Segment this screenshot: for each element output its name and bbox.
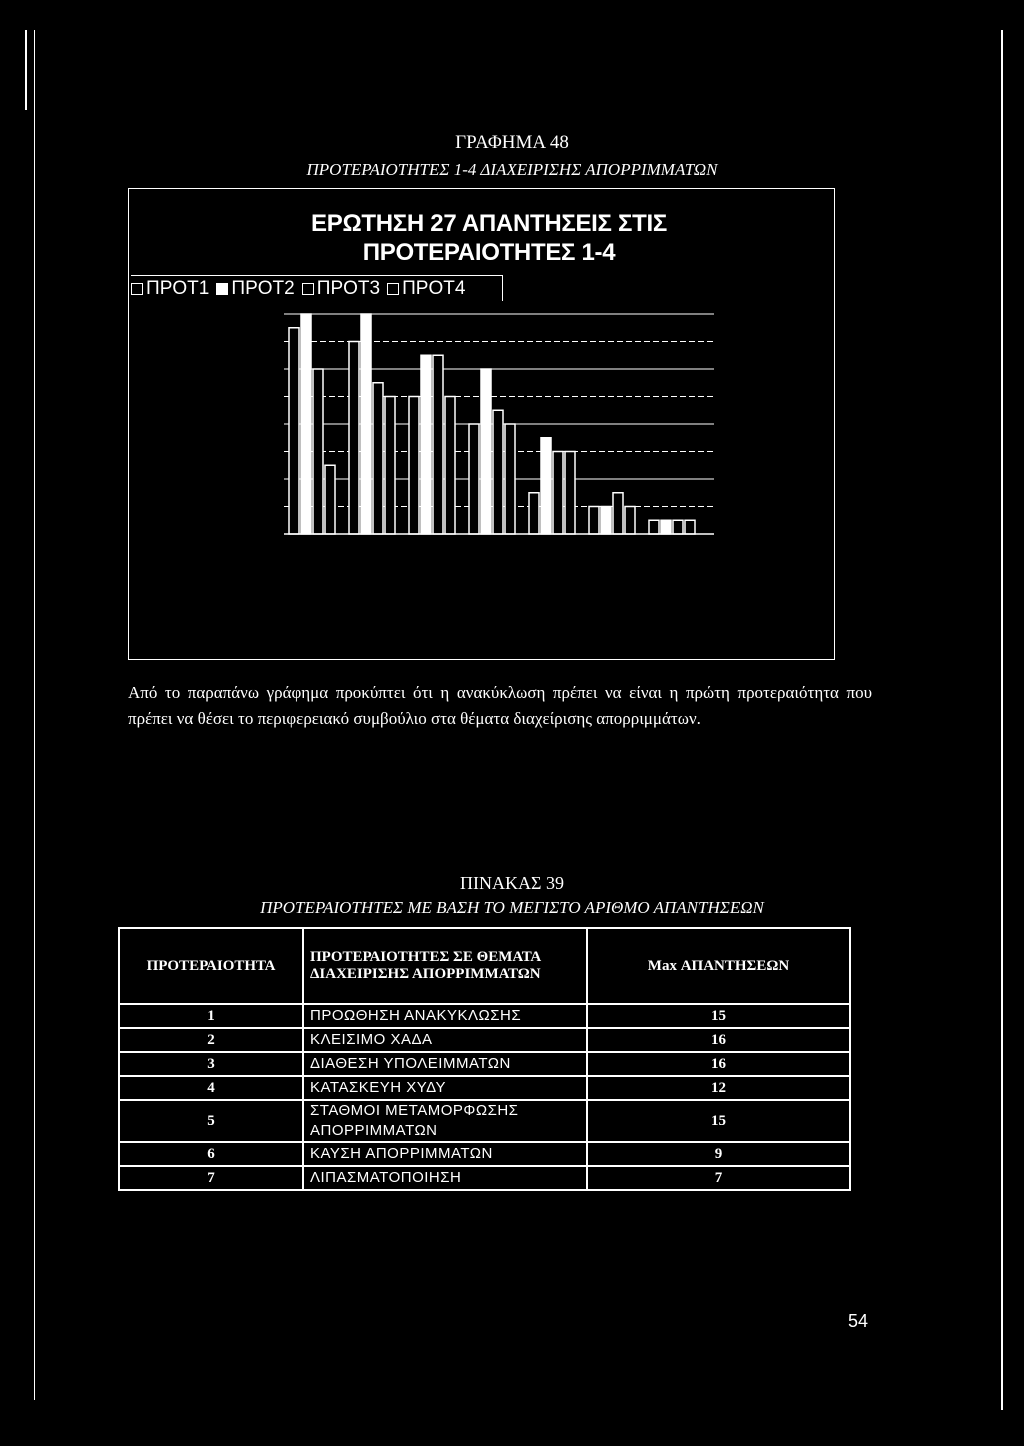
- bar-προτ3-cat-3: [433, 355, 443, 534]
- bar-προτ4-cat-6: [625, 507, 635, 535]
- max-answers-cell: 15: [587, 1004, 850, 1028]
- bar-προτ3-cat-4: [493, 410, 503, 534]
- bar-προτ4-cat-7: [685, 520, 695, 534]
- priority-topic-cell: ΔΙΑΘΕΣΗ ΥΠΟΛΕΙΜΜΑΤΩΝ: [303, 1052, 587, 1076]
- bar-προτ3-cat-1: [313, 369, 323, 534]
- table-row: [119, 1028, 850, 1052]
- bar-προτ2-cat-7: [661, 520, 671, 534]
- bar-προτ4-cat-2: [385, 397, 395, 535]
- bar-προτ1-cat-6: [589, 507, 599, 535]
- bar-plot: [129, 189, 834, 659]
- max-answers-cell: 15: [587, 1100, 850, 1142]
- priority-topic-cell: ΣΤΑΘΜΟΙ ΜΕΤΑΜΟΡΦΩΣΗΣ ΑΠΟΡΡΙΜΜΑΤΩΝ: [303, 1100, 587, 1142]
- bar-προτ3-cat-5: [553, 452, 563, 535]
- table-subtitle: ΠΡΟΤΕΡΑΙΟΤΗΤΕΣ ΜΕ ΒΑΣΗ ΤΟ ΜΕΓΙΣΤΟ ΑΡΙΘΜΟ ΑΠΑΝΤΗΣΕΩΝ: [260, 898, 764, 917]
- bar-προτ4-cat-3: [445, 397, 455, 535]
- priority-rank-cell: 3: [119, 1052, 303, 1076]
- priority-topic-cell: ΚΑΥΣΗ ΑΠΟΡΡΙΜΜΑΤΩΝ: [303, 1142, 587, 1166]
- table-title: ΠΙΝΑΚΑΣ 39: [460, 873, 564, 893]
- priority-topic-cell: ΠΡΟΩΘΗΣΗ ΑΝΑΚΥΚΛΩΣΗΣ: [303, 1004, 587, 1028]
- header-max-answers: Max ΑΠΑΝΤΗΣΕΩΝ: [587, 928, 850, 1004]
- table-row: [119, 1142, 850, 1166]
- max-answers-cell: 16: [587, 1052, 850, 1076]
- priority-topic-cell: ΛΙΠΑΣΜΑΤΟΠΟΙΗΣΗ: [303, 1166, 587, 1190]
- figure-subtitle: ΠΡΟΤΕΡΑΙΟΤΗΤΕΣ 1-4 ΔΙΑΧΕΙΡΙΣΗΣ ΑΠΟΡΡΙΜΜΑΤΩΝ: [306, 160, 718, 179]
- figure-title: ΓΡΑΦΗΜΑ 48: [455, 132, 569, 153]
- priority-rank-cell: 5: [119, 1100, 303, 1142]
- table-row: [119, 1004, 850, 1028]
- priorities-table: [118, 927, 851, 1191]
- max-answers-cell: 16: [587, 1028, 850, 1052]
- table-row: [119, 1100, 850, 1142]
- legend-label: ΠΡΟΤ4: [402, 277, 466, 299]
- priority-topic-cell: ΚΛΕΙΣΙΜΟ ΧΑΔΑ: [303, 1028, 587, 1052]
- table-row: [119, 1166, 850, 1190]
- bar-προτ3-cat-6: [613, 493, 623, 534]
- priority-rank-cell: 2: [119, 1028, 303, 1052]
- page-number: 54: [848, 1311, 869, 1331]
- bar-προτ2-cat-6: [601, 507, 611, 535]
- chart-title-line1: ΕΡΩΤΗΣΗ 27 ΑΠΑΝΤΗΣΕΙΣ ΣΤΙΣ: [311, 210, 667, 237]
- bar-προτ4-cat-5: [565, 452, 575, 535]
- body-paragraph: Από το παραπάνω γράφημα προκύπτει ότι η ανακύκλωση πρέπει να είναι η πρώτη προτεραιότητα που πρέπει να θέσει το περιφερειακό συμβούλιο στα θέματα διαχείρισης απορριμμάτων.: [128, 683, 872, 728]
- bar-προτ1-cat-3: [409, 397, 419, 535]
- priority-rank-cell: 1: [119, 1004, 303, 1028]
- table-row: [119, 1076, 850, 1100]
- priority-topic-cell: ΚΑΤΑΣΚΕΥΗ ΧΥΔΥ: [303, 1076, 587, 1100]
- bar-προτ2-cat-5: [541, 438, 551, 534]
- bar-προτ2-cat-4: [481, 369, 491, 534]
- legend-label: ΠΡΟΤ3: [316, 277, 381, 299]
- bar-προτ2-cat-1: [301, 314, 311, 534]
- bar-προτ1-cat-5: [529, 493, 539, 534]
- max-answers-cell: 9: [587, 1142, 850, 1166]
- legend-label: ΠΡΟΤ2: [231, 277, 295, 299]
- bar-προτ1-cat-7: [649, 520, 659, 534]
- table-body: [119, 1004, 850, 1190]
- priority-rank-cell: 4: [119, 1076, 303, 1100]
- left-margin-line: [25, 30, 27, 110]
- header-priority: ΠΡΟΤΕΡΑΙΟΤΗΤΑ: [119, 928, 303, 1004]
- priority-rank-cell: 6: [119, 1142, 303, 1166]
- max-answers-cell: 7: [587, 1166, 850, 1190]
- priority-rank-cell: 7: [119, 1166, 303, 1190]
- legend-label: ΠΡΟΤ1: [146, 277, 210, 299]
- bar-προτ1-cat-2: [349, 342, 359, 535]
- chart-frame: [128, 188, 835, 660]
- bar-προτ4-cat-4: [505, 424, 515, 534]
- bar-προτ3-cat-2: [373, 383, 383, 534]
- bar-προτ2-cat-2: [361, 314, 371, 534]
- table-header-row: [119, 928, 850, 1004]
- table-row: [119, 1052, 850, 1076]
- bar-προτ1-cat-1: [289, 328, 299, 534]
- right-margin-line: [1001, 30, 1003, 1410]
- bar-προτ1-cat-4: [469, 424, 479, 534]
- bar-προτ3-cat-7: [673, 520, 683, 534]
- max-answers-cell: 12: [587, 1076, 850, 1100]
- chart-title-line2: ΠΡΟΤΕΡΑΙΟΤΗΤΕΣ 1-4: [362, 239, 616, 266]
- header-topics: ΠΡΟΤΕΡΑΙΟΤΗΤΕΣ ΣΕ ΘΕΜΑΤΑ ΔΙΑΧΕΙΡΙΣΗΣ ΑΠΟΡΡΙΜΜΑΤΩΝ: [303, 928, 587, 1004]
- left-margin-line: [34, 30, 35, 1400]
- bar-προτ4-cat-1: [325, 465, 335, 534]
- bar-προτ2-cat-3: [421, 355, 431, 534]
